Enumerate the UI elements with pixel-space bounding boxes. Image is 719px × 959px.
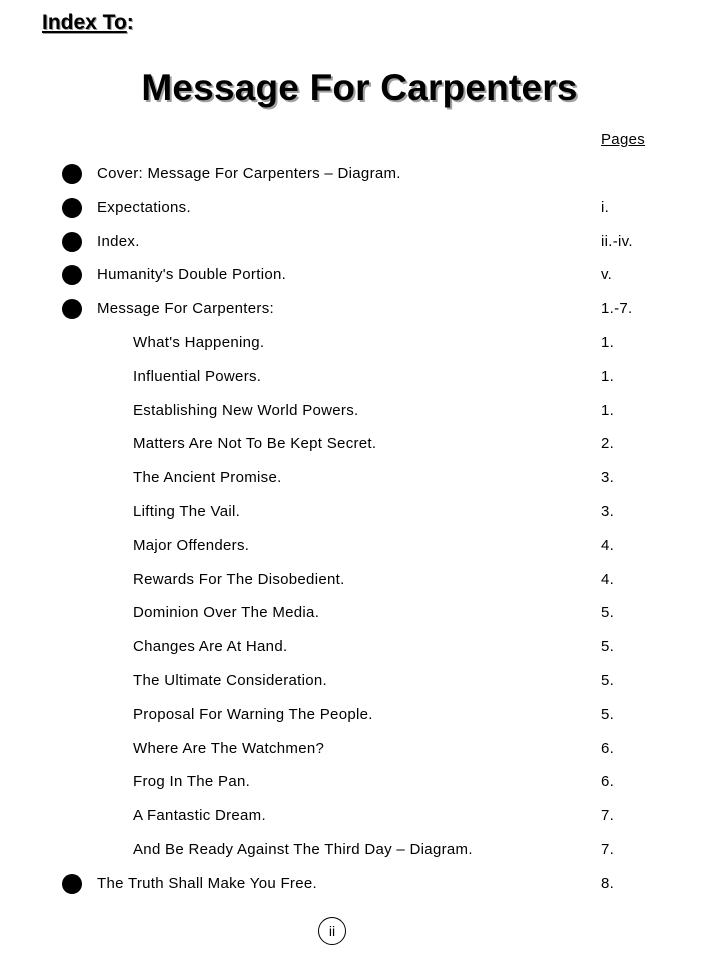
toc-entry-label: A Fantastic Dream. xyxy=(133,807,266,825)
toc-entry-label: Frog In The Pan. xyxy=(133,773,251,791)
toc-entry xyxy=(0,402,719,422)
toc-entry-page: 7. xyxy=(601,841,615,858)
toc-entry-label: Changes Are At Hand. xyxy=(133,638,288,656)
bullet-icon xyxy=(62,164,82,184)
toc-entry-label: Where Are The Watchmen? xyxy=(133,739,325,757)
toc-entry-page: 1.-7. xyxy=(601,300,633,318)
index-heading-colon: : xyxy=(126,11,134,34)
toc-entry-label: Proposal For Warning The People. xyxy=(133,705,373,723)
toc-entry-label: Rewards For The Disobedient. xyxy=(133,570,345,588)
bullet-icon xyxy=(62,232,82,252)
bullet-icon xyxy=(62,198,82,218)
toc-entry xyxy=(0,165,719,185)
bullet-icon xyxy=(62,299,82,319)
toc-entry xyxy=(0,706,719,726)
toc-entry-label: Expectations. xyxy=(97,198,191,216)
toc-entry-label: Major Offenders. xyxy=(133,536,250,554)
toc-entry-label: What's Happening. xyxy=(133,334,265,351)
toc-entry-label: Message For Carpenters: xyxy=(97,300,274,318)
toc-entry xyxy=(0,807,719,827)
toc-entry-label: The Ultimate Consideration. xyxy=(133,672,328,689)
toc-entry xyxy=(0,841,719,861)
toc-entry xyxy=(0,604,719,624)
toc-entry-page: i. xyxy=(601,198,610,216)
toc-entry xyxy=(0,300,719,320)
toc-entry xyxy=(0,672,719,692)
toc-entry xyxy=(0,233,719,253)
toc-entry xyxy=(0,773,719,793)
toc-entry xyxy=(0,469,719,489)
toc-entry-page: 5. xyxy=(601,672,615,689)
bullet-icon xyxy=(62,874,82,894)
toc-entry-page: 6. xyxy=(601,773,615,791)
page-title: Message For Carpenters xyxy=(141,67,578,108)
toc-entry-label: The Truth Shall Make You Free. xyxy=(97,874,317,892)
bullet-icon xyxy=(62,265,82,285)
toc-entry xyxy=(0,334,719,354)
toc-entry-page: 3. xyxy=(601,469,615,487)
toc-entry-page: 5. xyxy=(601,604,615,622)
toc-entry xyxy=(0,368,719,388)
toc-entry-label: Influential Powers. xyxy=(133,367,262,385)
toc-entry-page: 6. xyxy=(601,739,615,757)
toc-entry xyxy=(0,875,719,895)
toc-entry-page: 7. xyxy=(601,807,615,825)
toc-entry xyxy=(0,266,719,286)
toc-entry-page: 1. xyxy=(601,367,615,385)
toc-entry-page: v. xyxy=(601,266,613,284)
toc-entry-page: 2. xyxy=(601,435,615,453)
toc-entry xyxy=(0,503,719,523)
toc-entry-page: 1. xyxy=(601,334,615,351)
footer-page-number: ii xyxy=(318,917,346,945)
toc-entry-label: And Be Ready Against The Third Day – Diagram. xyxy=(133,841,473,858)
toc-entry xyxy=(0,638,719,658)
toc-entry-page: 4. xyxy=(601,570,615,588)
toc-entry-page: 8. xyxy=(601,874,615,892)
toc-entry-page: 5. xyxy=(601,705,615,723)
toc-entry xyxy=(0,571,719,591)
toc-entry-page: 3. xyxy=(601,503,615,520)
index-heading-text: Index To xyxy=(42,11,127,34)
toc-entry-label: Cover: Message For Carpenters – Diagram. xyxy=(97,165,401,182)
pages-column-header: Pages xyxy=(601,131,646,148)
index-heading xyxy=(42,11,134,35)
toc-entry xyxy=(0,740,719,760)
toc-entry-label: Lifting The Vail. xyxy=(133,503,241,520)
toc-entry-label: Humanity's Double Portion. xyxy=(97,266,287,284)
toc-entry-page: 1. xyxy=(601,401,615,419)
toc-entry xyxy=(0,435,719,455)
toc-entry-label: Establishing New World Powers. xyxy=(133,401,359,419)
toc-entry-page: ii.-iv. xyxy=(601,232,633,250)
toc-entry xyxy=(0,199,719,219)
toc-entry-label: Index. xyxy=(97,232,140,250)
toc-entry-page: 5. xyxy=(601,638,615,656)
toc-entry-page: 4. xyxy=(601,536,615,554)
toc-entry-label: The Ancient Promise. xyxy=(133,469,282,487)
toc-entry xyxy=(0,537,719,557)
toc-entry-label: Dominion Over The Media. xyxy=(133,604,320,622)
toc-entry-label: Matters Are Not To Be Kept Secret. xyxy=(133,435,377,453)
